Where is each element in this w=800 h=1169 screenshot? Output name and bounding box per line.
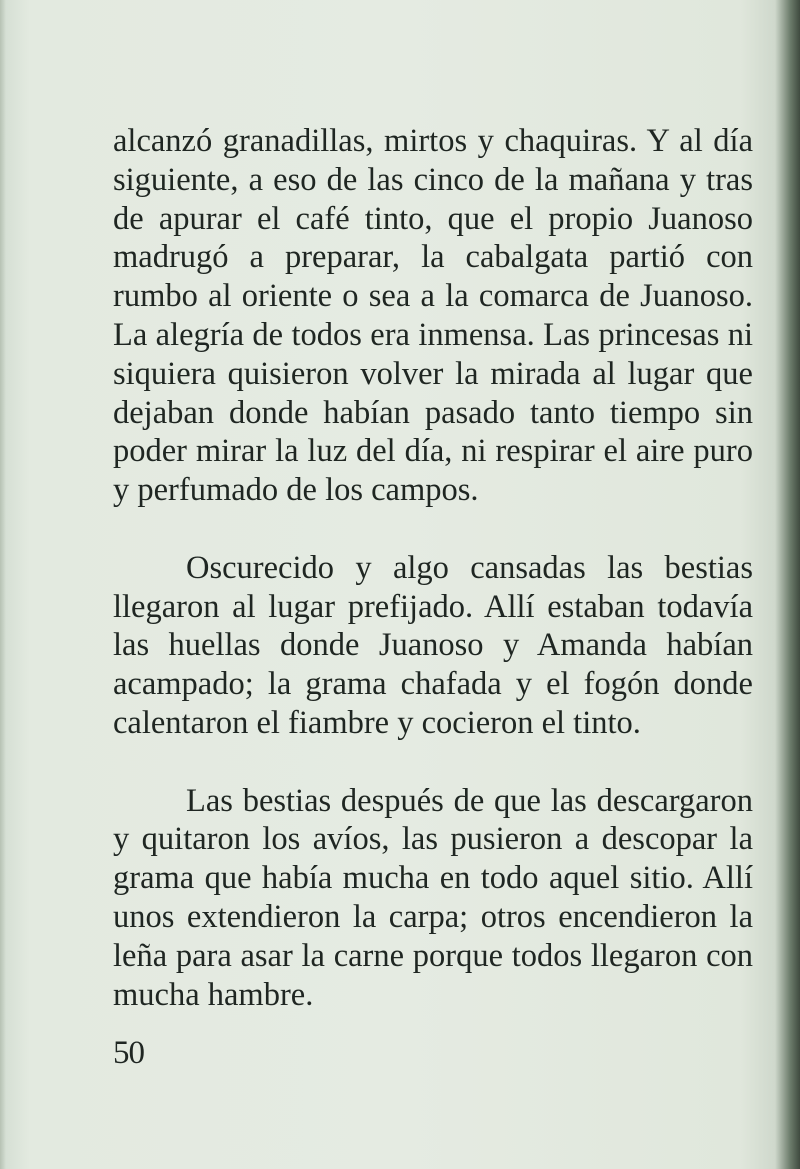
paragraph-2: Oscurecido y algo cansadas las bestias llegaron al lugar prefijado. Allí estaban todavía las huellas donde Juanoso y Amanda habían acampado; la grama chafada y el fogón donde calentaron el fiambre y cocieron el tinto. xyxy=(113,549,753,741)
page-number: 50 xyxy=(113,1035,144,1071)
paragraph-3: Las bestias después de que las descargaron y quitaron los avíos, las pusieron a descopar la grama que había mucha en todo aquel sitio. Allí unos extendieron la carpa; otros encendieron la leña para asar la carne porque todos llegaron con mucha hambre. xyxy=(113,782,753,1013)
body-text xyxy=(113,122,753,1014)
paragraph-spacer xyxy=(113,743,753,782)
page-edge xyxy=(0,0,6,1169)
paragraph-1: alcanzó granadillas, mirtos y chaquiras. Y al día siguiente, a eso de las cinco de la mañana y tras de apurar el café tinto, que el propio Juanoso madrugó a preparar, la cabalgata partió con rumbo al oriente o sea a la comarca de Juanoso. La alegría de todos era inmensa. Las princesas ni siquiera quisieron volver la mirada al lugar que dejaban donde habían pasado tanto tiempo sin poder mirar la luz del día, ni respirar el aire puro y perfumado de los campos. xyxy=(113,123,753,509)
paragraph-spacer xyxy=(113,510,753,549)
